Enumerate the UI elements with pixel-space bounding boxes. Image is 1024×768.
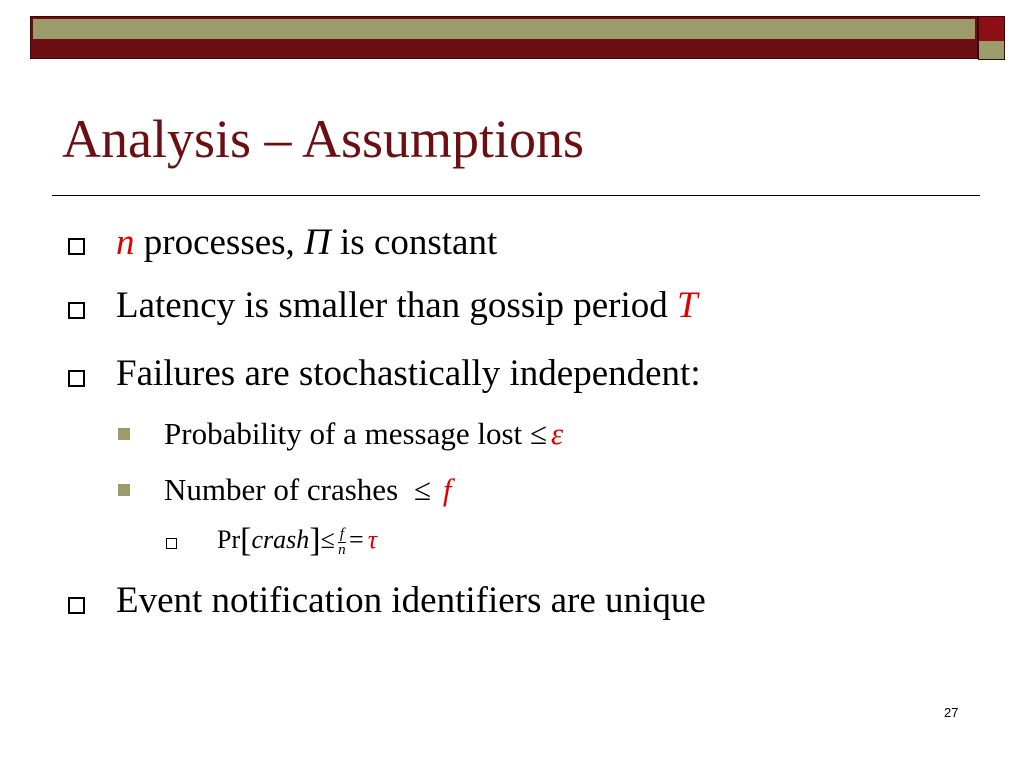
bullet-item-failures <box>116 355 701 392</box>
header-corner-bottom <box>978 41 1005 60</box>
bullet-icon <box>68 597 85 614</box>
header-bar <box>30 16 978 59</box>
sub-bullet-item-crashes <box>164 474 452 505</box>
header-corner-top <box>978 16 1005 42</box>
bullet-text: Event notification identifiers are unique <box>116 580 706 621</box>
bullet-item-processes <box>116 224 497 261</box>
formula-pr: Pr <box>217 525 241 554</box>
var-f: f <box>442 472 452 507</box>
formula-tau: τ <box>367 525 377 554</box>
formula-left-bracket: [ <box>240 522 252 559</box>
fraction-numerator: f <box>339 525 345 542</box>
var-epsilon: ε <box>550 416 564 451</box>
bullet-text: is constant <box>330 222 498 263</box>
sub-bullet-icon <box>118 484 130 496</box>
slide-title: Analysis – Assumptions <box>62 109 585 169</box>
sub-bullet-text: Number of crashes <box>164 472 406 507</box>
bullet-icon <box>68 302 85 319</box>
bullet-item-identifiers <box>116 582 706 619</box>
bullet-icon <box>68 238 85 255</box>
bullet-text: processes, <box>134 222 305 263</box>
bullet-icon <box>68 370 85 387</box>
bullet-item-latency <box>116 287 698 324</box>
leq-symbol: ≤ <box>413 472 431 507</box>
var-t: T <box>677 285 698 326</box>
sub-bullet-text: Probability of a message lost <box>164 416 530 451</box>
formula-leq: ≤ <box>320 525 335 554</box>
header-bar-stripe <box>33 19 975 39</box>
fraction-denominator: n <box>338 541 346 558</box>
var-pi: Π <box>304 222 331 263</box>
formula-crash: crash <box>251 525 310 554</box>
leq-symbol: ≤ <box>529 416 547 451</box>
formula-right-bracket: ] <box>309 522 321 559</box>
sub-sub-bullet-icon <box>166 538 177 549</box>
bullet-text: Failures are stochastically independent: <box>116 353 701 394</box>
formula-equals: = <box>349 525 364 554</box>
sub-bullet-item-message-lost <box>164 418 563 449</box>
page-number: 27 <box>944 705 959 720</box>
formula-fraction <box>338 527 346 558</box>
bullet-text: Latency is smaller than gossip period <box>116 285 678 326</box>
title-divider <box>52 195 980 196</box>
formula-crash-probability <box>217 524 377 558</box>
var-n: n <box>116 222 135 263</box>
sub-bullet-icon <box>118 428 130 440</box>
